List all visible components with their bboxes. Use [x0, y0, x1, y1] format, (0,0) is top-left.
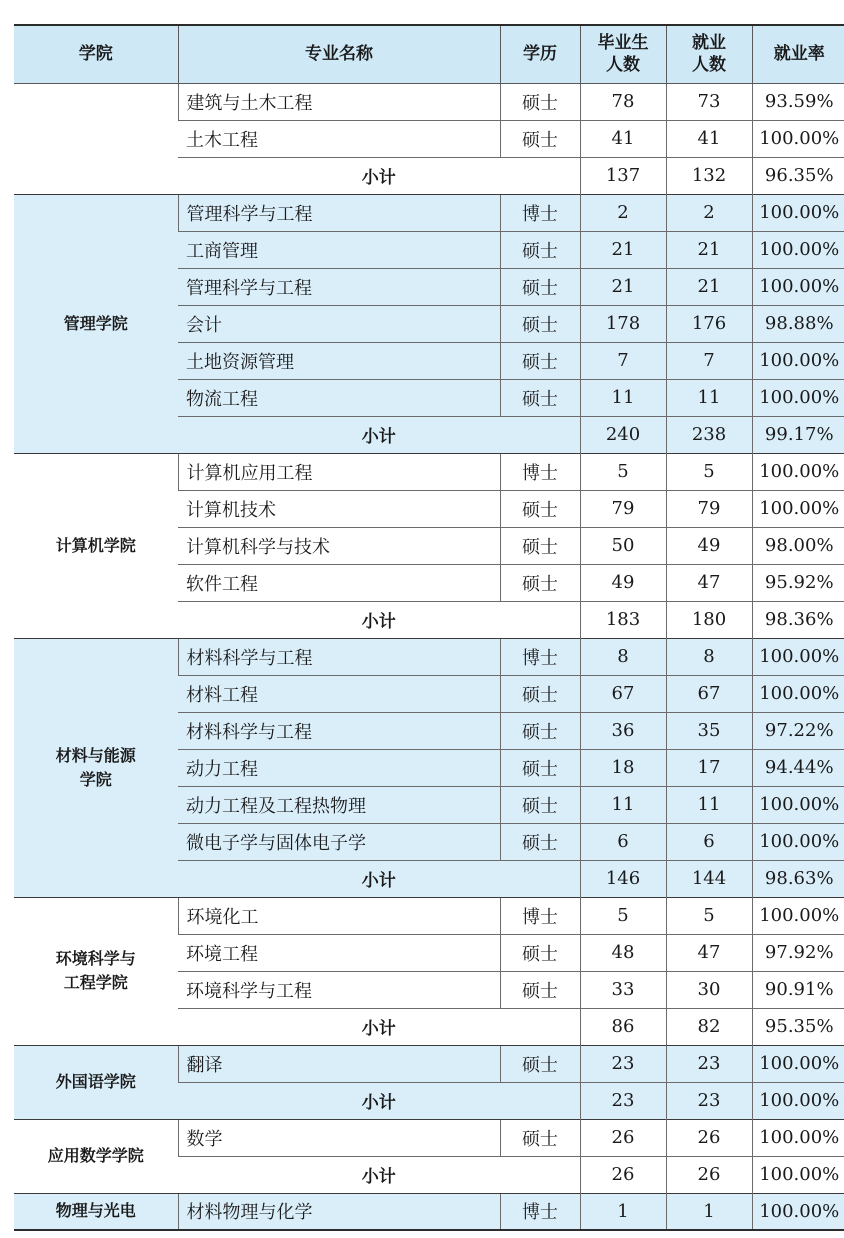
- table-row: [14, 1045, 844, 1082]
- graduates-cell: 21: [580, 268, 666, 305]
- subtotal-graduates: 23: [580, 1082, 666, 1119]
- employment-table: [14, 24, 844, 1231]
- college-name-line: 管理学院: [63, 313, 128, 333]
- header-employed: [666, 25, 752, 83]
- employed-cell: 49: [666, 527, 752, 564]
- employed-cell: 17: [666, 749, 752, 786]
- rate-cell: 100.00%: [752, 453, 844, 490]
- employed-cell: 67: [666, 675, 752, 712]
- subtotal-rate: 98.36%: [752, 601, 844, 638]
- major-cell: 环境工程: [178, 934, 500, 971]
- degree-cell: 硕士: [500, 1119, 580, 1156]
- employed-cell: 7: [666, 342, 752, 379]
- college-name-line: 应用数学学院: [47, 1146, 144, 1165]
- subtotal-rate: 96.35%: [752, 157, 844, 194]
- subtotal-rate: 98.63%: [752, 860, 844, 897]
- rate-cell: 100.00%: [752, 675, 844, 712]
- major-cell: 工商管理: [178, 231, 500, 268]
- graduates-cell: 11: [580, 786, 666, 823]
- employed-cell: 79: [666, 490, 752, 527]
- major-cell: 材料工程: [178, 675, 500, 712]
- subtotal-graduates: 240: [580, 416, 666, 453]
- rate-cell: 100.00%: [752, 1193, 844, 1230]
- table-row: [14, 1119, 844, 1156]
- degree-cell: 博士: [500, 897, 580, 934]
- rate-cell: 100.00%: [752, 786, 844, 823]
- table-row: [14, 897, 844, 934]
- graduates-cell: 21: [580, 231, 666, 268]
- graduates-cell: 67: [580, 675, 666, 712]
- table-row: [14, 1193, 844, 1230]
- degree-cell: 硕士: [500, 490, 580, 527]
- college-cell: [14, 1193, 178, 1230]
- header-rate: 就业率: [752, 25, 844, 83]
- degree-cell: 硕士: [500, 342, 580, 379]
- major-cell: 计算机科学与技术: [178, 527, 500, 564]
- rate-cell: 93.59%: [752, 83, 844, 120]
- subtotal-graduates: 26: [580, 1156, 666, 1193]
- subtotal-label: 小计: [178, 157, 580, 194]
- employed-cell: 5: [666, 453, 752, 490]
- degree-cell: 硕士: [500, 379, 580, 416]
- employed-cell: 47: [666, 934, 752, 971]
- major-cell: 微电子学与固体电子学: [178, 823, 500, 860]
- rate-cell: 98.88%: [752, 305, 844, 342]
- degree-cell: 硕士: [500, 83, 580, 120]
- subtotal-graduates: 146: [580, 860, 666, 897]
- graduates-cell: 78: [580, 83, 666, 120]
- major-cell: 会计: [178, 305, 500, 342]
- major-cell: 管理科学与工程: [178, 194, 500, 231]
- graduates-cell: 18: [580, 749, 666, 786]
- college-name-line: 学院: [79, 769, 112, 789]
- table-body: [14, 83, 844, 1230]
- subtotal-label: 小计: [178, 1082, 580, 1119]
- subtotal-label: 小计: [178, 1156, 580, 1193]
- graduates-cell: 6: [580, 823, 666, 860]
- subtotal-graduates: 183: [580, 601, 666, 638]
- employed-cell: 6: [666, 823, 752, 860]
- graduates-cell: 5: [580, 453, 666, 490]
- college-cell: [14, 83, 178, 194]
- rate-cell: 97.92%: [752, 934, 844, 971]
- rate-cell: 100.00%: [752, 268, 844, 305]
- degree-cell: 硕士: [500, 268, 580, 305]
- college-cell: [14, 1119, 178, 1193]
- major-cell: 计算机技术: [178, 490, 500, 527]
- header-employed-line-1: 就业: [692, 33, 726, 54]
- rate-cell: 100.00%: [752, 342, 844, 379]
- subtotal-rate: 100.00%: [752, 1082, 844, 1119]
- header-degree: 学历: [500, 25, 580, 83]
- college-name-line: 计算机学院: [55, 535, 136, 555]
- degree-cell: 硕士: [500, 749, 580, 786]
- college-name-line: 物理与光电: [55, 1201, 136, 1221]
- graduates-cell: 50: [580, 527, 666, 564]
- header-graduates: [580, 25, 666, 83]
- major-cell: 物流工程: [178, 379, 500, 416]
- college-name-line: 环境科学与: [55, 949, 136, 968]
- college-name-line: 材料与能源: [55, 745, 136, 765]
- major-cell: 土木工程: [178, 120, 500, 157]
- subtotal-employed: 82: [666, 1008, 752, 1045]
- degree-cell: 硕士: [500, 231, 580, 268]
- graduates-cell: 23: [580, 1045, 666, 1082]
- college-cell: [14, 1045, 178, 1119]
- graduates-cell: 36: [580, 712, 666, 749]
- header-major: 专业名称: [178, 25, 500, 83]
- degree-cell: 硕士: [500, 120, 580, 157]
- major-cell: 软件工程: [178, 564, 500, 601]
- employed-cell: 176: [666, 305, 752, 342]
- major-cell: 材料科学与工程: [178, 712, 500, 749]
- graduates-cell: 178: [580, 305, 666, 342]
- subtotal-label: 小计: [178, 1008, 580, 1045]
- rate-cell: 90.91%: [752, 971, 844, 1008]
- subtotal-employed: 132: [666, 157, 752, 194]
- graduates-cell: 1: [580, 1193, 666, 1230]
- major-cell: 动力工程: [178, 749, 500, 786]
- rate-cell: 100.00%: [752, 231, 844, 268]
- graduates-cell: 26: [580, 1119, 666, 1156]
- rate-cell: 100.00%: [752, 379, 844, 416]
- rate-cell: 94.44%: [752, 749, 844, 786]
- major-cell: 建筑与土木工程: [178, 83, 500, 120]
- table-row: [14, 83, 844, 120]
- degree-cell: 硕士: [500, 786, 580, 823]
- rate-cell: 97.22%: [752, 712, 844, 749]
- major-cell: 环境化工: [178, 897, 500, 934]
- employed-cell: 8: [666, 638, 752, 675]
- employed-cell: 2: [666, 194, 752, 231]
- subtotal-employed: 180: [666, 601, 752, 638]
- rate-cell: 100.00%: [752, 120, 844, 157]
- employed-cell: 21: [666, 268, 752, 305]
- subtotal-employed: 144: [666, 860, 752, 897]
- employed-cell: 1: [666, 1193, 752, 1230]
- major-cell: 管理科学与工程: [178, 268, 500, 305]
- subtotal-rate: 95.35%: [752, 1008, 844, 1045]
- employed-cell: 11: [666, 379, 752, 416]
- college-cell: [14, 453, 178, 638]
- graduates-cell: 2: [580, 194, 666, 231]
- college-cell: [14, 194, 178, 453]
- college-cell: [14, 897, 178, 1045]
- degree-cell: 硕士: [500, 971, 580, 1008]
- header-row: [14, 25, 844, 83]
- employed-cell: 11: [666, 786, 752, 823]
- employed-cell: 26: [666, 1119, 752, 1156]
- rate-cell: 100.00%: [752, 490, 844, 527]
- degree-cell: 硕士: [500, 305, 580, 342]
- degree-cell: 硕士: [500, 675, 580, 712]
- subtotal-label: 小计: [178, 860, 580, 897]
- degree-cell: 博士: [500, 194, 580, 231]
- degree-cell: 硕士: [500, 934, 580, 971]
- graduates-cell: 33: [580, 971, 666, 1008]
- header-college: 学院: [14, 25, 178, 83]
- rate-cell: 100.00%: [752, 823, 844, 860]
- graduates-cell: 41: [580, 120, 666, 157]
- degree-cell: 硕士: [500, 1045, 580, 1082]
- graduates-cell: 7: [580, 342, 666, 379]
- rate-cell: 100.00%: [752, 1045, 844, 1082]
- subtotal-graduates: 137: [580, 157, 666, 194]
- degree-cell: 硕士: [500, 564, 580, 601]
- college-name-line: 工程学院: [63, 973, 128, 992]
- major-cell: 土地资源管理: [178, 342, 500, 379]
- graduates-cell: 11: [580, 379, 666, 416]
- degree-cell: 博士: [500, 1193, 580, 1230]
- subtotal-employed: 238: [666, 416, 752, 453]
- graduates-cell: 48: [580, 934, 666, 971]
- employed-cell: 30: [666, 971, 752, 1008]
- header-graduates-line-1: 毕业生: [597, 33, 649, 54]
- graduates-cell: 5: [580, 897, 666, 934]
- rate-cell: 100.00%: [752, 897, 844, 934]
- employed-cell: 47: [666, 564, 752, 601]
- degree-cell: 硕士: [500, 527, 580, 564]
- subtotal-rate: 100.00%: [752, 1156, 844, 1193]
- subtotal-label: 小计: [178, 416, 580, 453]
- employed-cell: 41: [666, 120, 752, 157]
- major-cell: 翻译: [178, 1045, 500, 1082]
- employed-cell: 23: [666, 1045, 752, 1082]
- graduates-cell: 8: [580, 638, 666, 675]
- header-employed-line-2: 人数: [692, 55, 726, 76]
- rate-cell: 98.00%: [752, 527, 844, 564]
- rate-cell: 100.00%: [752, 194, 844, 231]
- table-row: [14, 638, 844, 675]
- employed-cell: 35: [666, 712, 752, 749]
- subtotal-label: 小计: [178, 601, 580, 638]
- major-cell: 材料科学与工程: [178, 638, 500, 675]
- rate-cell: 95.92%: [752, 564, 844, 601]
- graduates-cell: 79: [580, 490, 666, 527]
- major-cell: 材料物理与化学: [178, 1193, 500, 1230]
- employment-table-sheet: [14, 24, 840, 1231]
- employed-cell: 21: [666, 231, 752, 268]
- graduates-cell: 49: [580, 564, 666, 601]
- employed-cell: 5: [666, 897, 752, 934]
- subtotal-rate: 99.17%: [752, 416, 844, 453]
- degree-cell: 硕士: [500, 712, 580, 749]
- degree-cell: 硕士: [500, 823, 580, 860]
- table-row: [14, 194, 844, 231]
- employed-cell: 73: [666, 83, 752, 120]
- major-cell: 计算机应用工程: [178, 453, 500, 490]
- major-cell: 环境科学与工程: [178, 971, 500, 1008]
- degree-cell: 博士: [500, 638, 580, 675]
- degree-cell: 博士: [500, 453, 580, 490]
- major-cell: 动力工程及工程热物理: [178, 786, 500, 823]
- major-cell: 数学: [178, 1119, 500, 1156]
- college-cell: [14, 638, 178, 897]
- college-name-line: 外国语学院: [55, 1072, 136, 1091]
- subtotal-graduates: 86: [580, 1008, 666, 1045]
- rate-cell: 100.00%: [752, 1119, 844, 1156]
- subtotal-employed: 23: [666, 1082, 752, 1119]
- header-graduates-line-2: 人数: [606, 55, 640, 76]
- table-row: [14, 453, 844, 490]
- rate-cell: 100.00%: [752, 638, 844, 675]
- subtotal-employed: 26: [666, 1156, 752, 1193]
